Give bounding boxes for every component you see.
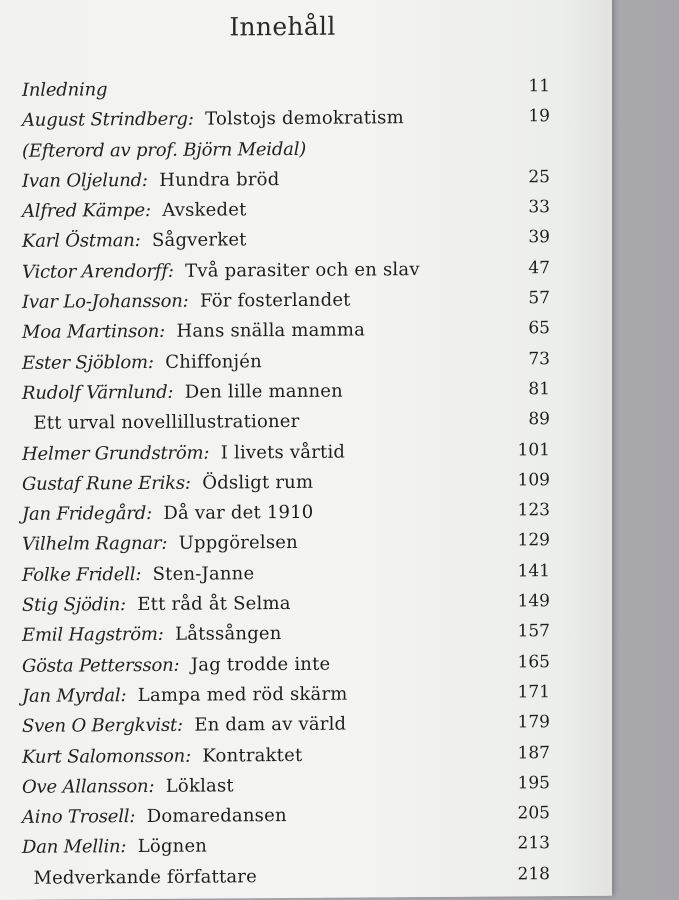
toc-spacer	[154, 352, 165, 373]
toc-entry	[22, 106, 562, 140]
toc-page-number: 19	[528, 106, 550, 127]
toc-author: Stig Sjödin:	[22, 594, 126, 616]
toc-author: Inledning	[22, 79, 108, 101]
toc-spacer	[141, 230, 152, 251]
toc-spacer	[148, 170, 159, 191]
toc-page-number: 101	[517, 439, 550, 460]
toc-author: Jan Fridegård:	[22, 503, 152, 526]
toc-title: Uppgörelsen	[178, 532, 298, 555]
toc-page-number: 65	[528, 318, 550, 339]
toc-page-number: 218	[517, 863, 550, 885]
toc-spacer	[151, 200, 162, 221]
toc-page-number: 165	[517, 651, 550, 673]
toc-title: Låtssången	[175, 623, 282, 646]
toc-spacer	[152, 503, 163, 524]
toc-entry	[22, 167, 562, 201]
toc-author: Jan Myrdal:	[22, 685, 127, 707]
toc-entry	[22, 288, 562, 322]
toc-page-number: 129	[517, 530, 550, 551]
toc-author: Ivar Lo-Johansson:	[22, 290, 189, 313]
toc-spacer	[306, 138, 317, 159]
toc-title: Kontraktet	[202, 744, 303, 767]
toc-entry	[22, 500, 562, 534]
toc-title: I livets vårtid	[220, 441, 346, 464]
toc-spacer	[191, 472, 202, 493]
toc-author: Gösta Pettersson:	[22, 654, 180, 677]
toc-author: Sven O Bergkvist:	[22, 714, 183, 738]
toc-title: Tolstojs demokratism	[205, 107, 404, 130]
toc-title: Ödsligt rum	[202, 471, 314, 494]
toc-spacer	[179, 654, 190, 675]
toc-page-number: 123	[517, 500, 550, 521]
toc-page-number: 81	[528, 379, 550, 400]
toc-spacer	[126, 836, 137, 857]
toc-entry	[22, 743, 562, 777]
toc-title: Medverkande författare	[33, 865, 257, 889]
toc-spacer	[174, 260, 185, 281]
toc-author: Ove Allansson:	[22, 775, 155, 798]
toc-page-number: 39	[528, 227, 550, 248]
toc-page-number: 25	[528, 167, 550, 188]
toc-entry	[22, 864, 562, 898]
toc-page-number: 47	[528, 257, 550, 279]
toc-page-number: 149	[517, 591, 550, 612]
toc-title: Två parasiter och en slav	[185, 258, 420, 282]
toc-author: August Strindberg:	[22, 108, 194, 132]
toc-entry	[22, 318, 562, 352]
toc-entry	[22, 591, 562, 625]
toc-spacer	[183, 715, 194, 736]
toc-author: Gustaf Rune Eriks:	[22, 472, 191, 495]
toc-entry	[22, 440, 562, 474]
toc-spacer	[154, 776, 165, 797]
toc-author: Ester Sjöblom:	[22, 351, 154, 374]
toc-page-number: 73	[528, 348, 550, 369]
toc-spacer	[167, 533, 178, 554]
toc-page-number: 171	[517, 682, 550, 703]
toc-author: (Efterord av prof. Björn Meidal)	[22, 138, 307, 162]
toc-entry	[22, 561, 562, 595]
toc-title: En dam av värld	[194, 713, 347, 736]
toc-page-number: 179	[517, 712, 550, 733]
toc-spacer	[141, 564, 152, 585]
toc-author: Rudolf Värnlund:	[22, 381, 174, 404]
toc-title: Ett råd åt Selma	[137, 593, 291, 616]
toc-spacer	[194, 109, 205, 130]
toc-title: Lampa med röd skärm	[137, 683, 348, 706]
toc-spacer	[173, 382, 184, 403]
toc-page-number: 187	[517, 742, 550, 763]
toc-author: Alfred Kämpe:	[22, 200, 151, 223]
toc-page-number: 195	[517, 772, 550, 794]
toc-title: För fosterlandet	[200, 289, 351, 312]
toc-author: Helmer Grundström:	[22, 442, 210, 465]
toc-title: Domaredansen	[146, 805, 287, 828]
toc-page-number: 213	[517, 833, 550, 854]
toc-title: Hundra bröd	[159, 168, 280, 191]
toc-entry	[22, 379, 562, 413]
toc-page-number: 11	[528, 76, 550, 97]
toc-entry	[22, 470, 562, 504]
toc-page-number: 89	[528, 409, 550, 430]
toc-page-number: 141	[517, 560, 550, 582]
toc-entry	[22, 712, 562, 746]
toc-entry	[22, 409, 562, 443]
toc-author: Dan Mellin:	[22, 836, 127, 859]
page-title: Innehåll	[229, 11, 336, 42]
toc-author: Ivan Oljelund:	[22, 169, 148, 192]
toc-author: Victor Arendorff:	[22, 260, 174, 283]
toc-title: Hans snälla mamma	[176, 319, 366, 343]
toc-page-number: 205	[517, 803, 550, 824]
toc-title: Sten-Janne	[152, 562, 255, 585]
toc-author: Vilhelm Ragnar:	[22, 533, 168, 556]
toc-spacer	[191, 745, 202, 766]
toc-entry	[22, 531, 562, 565]
toc-page-number: 33	[528, 197, 550, 218]
toc-spacer	[107, 79, 118, 100]
toc-author: Kurt Salomonsson:	[22, 745, 191, 768]
toc-spacer	[22, 413, 33, 434]
toc-author: Moa Martinson:	[22, 321, 166, 344]
toc-title: Ett urval novellillustrationer	[33, 411, 300, 435]
toc-spacer	[189, 291, 200, 312]
toc-title: Jag trodde inte	[190, 653, 331, 676]
toc-spacer	[126, 594, 137, 615]
toc-page-number: 109	[517, 470, 550, 491]
toc-entry	[22, 228, 562, 262]
toc-title: Avskedet	[162, 199, 247, 222]
toc-entry	[22, 258, 562, 292]
toc-spacer	[164, 624, 175, 645]
toc-entry	[22, 137, 562, 171]
toc-entry	[22, 803, 562, 837]
toc-entry	[22, 197, 562, 231]
toc-page-number: 57	[528, 288, 550, 309]
toc-title: Då var det 1910	[163, 501, 314, 525]
toc-author: Folke Fridell:	[22, 563, 142, 586]
toc-entry	[22, 349, 562, 383]
toc-entry	[22, 621, 562, 655]
toc-title: Löklast	[165, 775, 234, 797]
toc-title: Chiffonjén	[165, 350, 262, 373]
toc-author: Aino Trosell:	[22, 806, 136, 828]
toc-page-number: 157	[517, 621, 550, 642]
toc-author: Karl Östman:	[22, 230, 141, 253]
toc-spacer	[135, 806, 146, 827]
toc-spacer	[22, 867, 33, 888]
toc-entry	[22, 652, 562, 686]
toc-entry	[22, 833, 562, 867]
toc-author: Emil Hagström:	[22, 624, 164, 647]
toc-spacer	[165, 321, 176, 342]
toc-entry	[22, 682, 562, 716]
toc-entry	[22, 773, 562, 807]
table-of-contents	[22, 76, 562, 898]
toc-title: Den lille mannen	[184, 380, 343, 403]
toc-spacer	[209, 442, 220, 463]
toc-title: Sågverket	[152, 229, 247, 252]
toc-entry	[22, 76, 562, 110]
toc-spacer	[126, 685, 137, 706]
toc-title: Lögnen	[137, 835, 208, 858]
